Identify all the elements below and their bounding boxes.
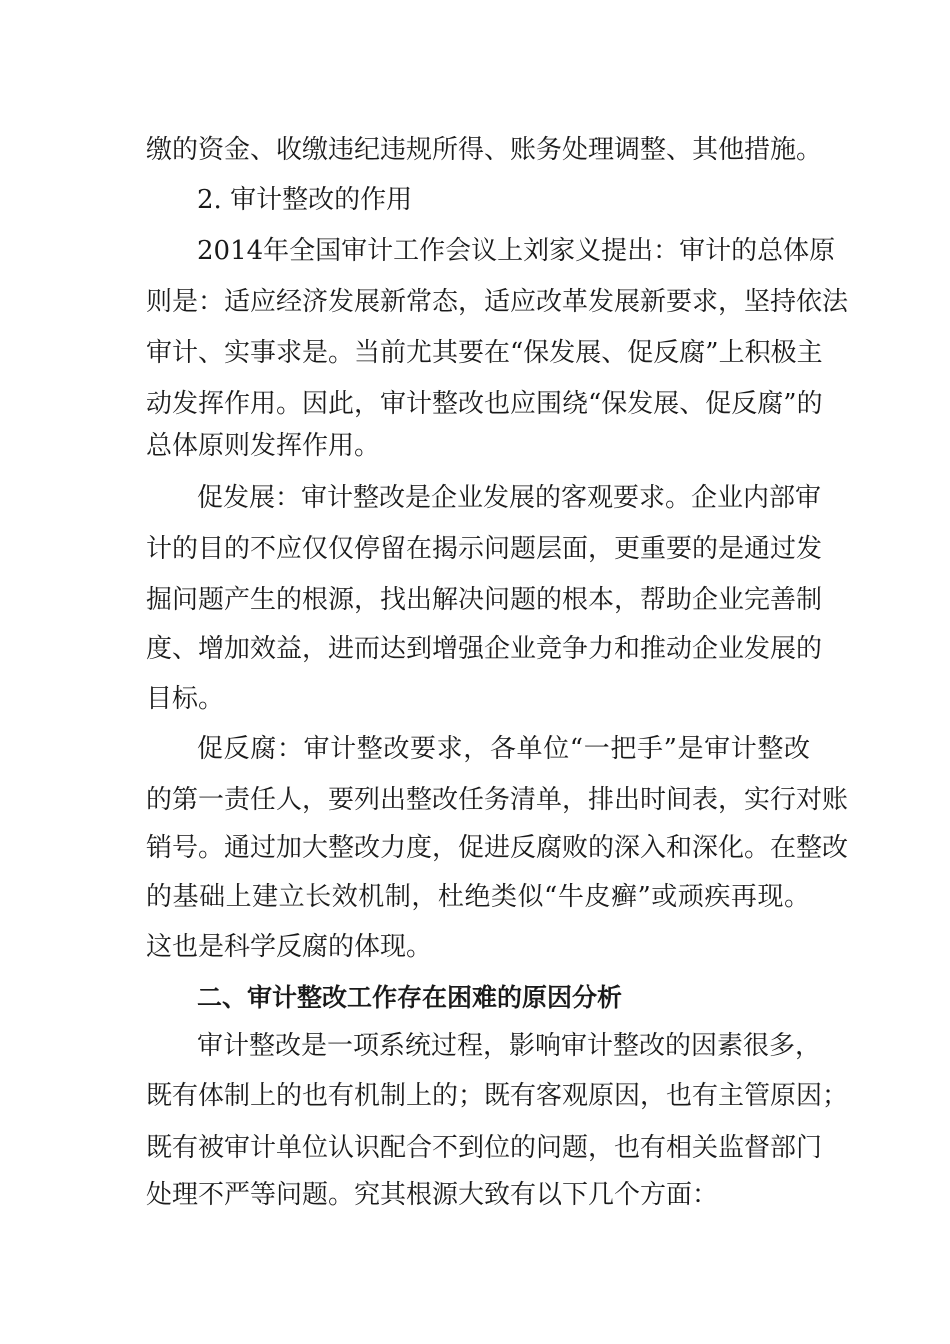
text-line: 审计整改是一项系统过程，影响审计整改的因素很多， xyxy=(197,1031,822,1061)
text-line: 度、增加效益，进而达到增强企业竞争力和推动企业发展的 xyxy=(146,634,823,664)
section-heading: 二、审计整改工作存在困难的原因分析 xyxy=(197,983,623,1012)
text-line: 2014年全国审计工作会议上刘家义提出：审计的总体原 xyxy=(197,236,836,266)
text-line: 的第一责任人，要列出整改任务清单，排出时间表，实行对账 xyxy=(146,785,849,815)
text-line: 审计、实事求是。当前尤其要在“保发展、促反腐”上积极主 xyxy=(146,338,823,368)
text-line: 既有体制上的也有机制上的；既有客观原因，也有主管原因； xyxy=(146,1081,849,1111)
text-line: 既有被审计单位认识配合不到位的问题，也有相关监督部门 xyxy=(146,1133,823,1163)
text-line: 销号。通过加大整改力度，促进反腐败的深入和深化。在整改 xyxy=(146,833,849,863)
text-line: 促反腐：审计整改要求，各单位“一把手”是审计整改 xyxy=(197,734,810,764)
text-line: 缴的资金、收缴违纪违规所得、账务处理调整、其他措施。 xyxy=(146,135,823,165)
text-line: 掘问题产生的根源，找出解决问题的根本，帮助企业完善制 xyxy=(146,585,823,615)
text-line: 总体原则发挥作用。 xyxy=(146,431,381,461)
text-line: 动发挥作用。因此，审计整改也应围绕“保发展、促反腐”的 xyxy=(146,389,823,419)
text-line: 则是：适应经济发展新常态，适应改革发展新要求，坚持依法 xyxy=(146,287,849,317)
text-line: 的基础上建立长效机制，杜绝类似“牛皮癣”或顽疾再现。 xyxy=(146,882,810,912)
section-subheading: 2. 审计整改的作用 xyxy=(197,185,413,215)
text-line: 处理不严等问题。究其根源大致有以下几个方面： xyxy=(146,1180,719,1210)
text-line: 计的目的不应仅仅停留在揭示问题层面，更重要的是通过发 xyxy=(146,534,823,564)
text-line: 目标。 xyxy=(146,684,225,714)
text-line: 这也是科学反腐的体现。 xyxy=(146,932,433,962)
text-line: 促发展：审计整改是企业发展的客观要求。企业内部审 xyxy=(197,483,822,513)
